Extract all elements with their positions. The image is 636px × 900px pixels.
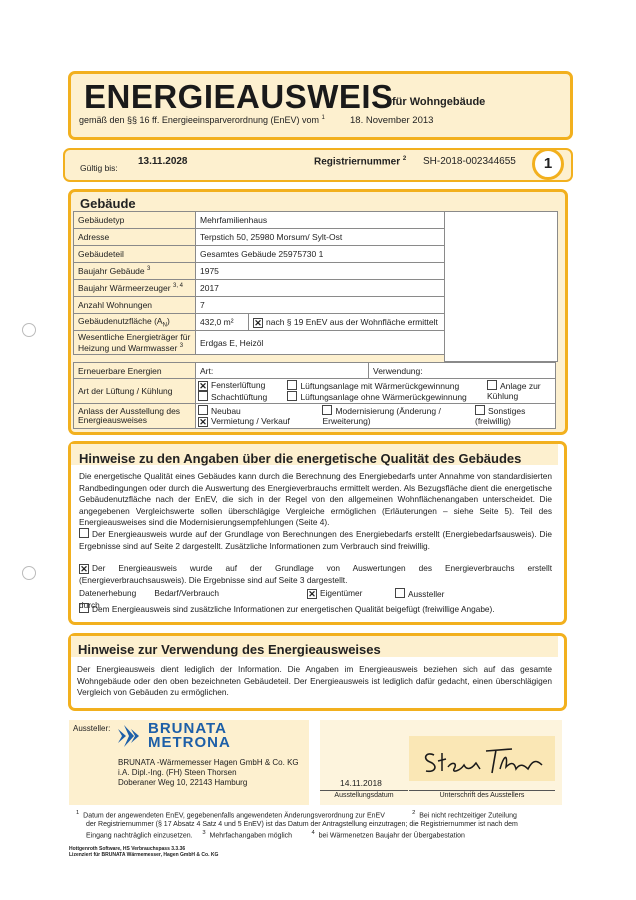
valid-until-label: Gültig bis: <box>80 163 118 173</box>
checked-checkbox-icon[interactable]: ✕ <box>308 589 316 599</box>
footnote-1: $^1$ Datum der angewendeten EnEV, gegebenenfalls angewendeten Änderungsverordnung zur EnEV $^2$ Bei nicht rechtzeitiger Zuteilung <box>76 810 517 820</box>
footnote-2-end: Eingang nachträglich einzusetzen. <box>86 832 193 840</box>
building-part-label: Gebäudeteil <box>74 246 196 263</box>
brunata-logo-icon <box>118 725 140 747</box>
address-value: Terpstich 50, 25980 Morsum/ Sylt-Ost <box>196 229 445 246</box>
issuer-company: BRUNATA -Wärmemesser Hagen GmbH & Co. KG <box>118 758 299 767</box>
building-part-value: Gesamtes Gebäude 25975730 1 <box>196 246 445 263</box>
page-number-badge: 1 <box>532 148 564 180</box>
hints-option-consumption-text: Der Energieausweis wurde auf der Grundlage von Auswertungen des Energieverbrauchs erstellt (Energieverbrauchsausweis). Die Ergebnisse sind auf Seite 3 dargestellt. <box>79 563 552 585</box>
footnote-1-text: Datum der angewendeten EnEV, gegebenenfalls angewendeten Änderungsverordnung zur EnEV <box>83 812 385 820</box>
data-collection-issuer-text: Aussteller <box>408 589 445 599</box>
renewable-type: Art: <box>196 363 369 379</box>
vent-option-with-recovery-text: Lüftungsanlage mit Wärmerückgewinnung <box>300 381 460 391</box>
renewable-energy-label: Erneuerbare Energien <box>74 363 196 379</box>
checkbox-icon[interactable] <box>475 405 485 415</box>
reason-modernisation-text: Modernisierung (Änderung / Erweiterung) <box>322 406 441 426</box>
issuer-address: Doberaner Weg 10, 22143 Hamburg <box>118 778 248 787</box>
issue-date: 14.11.2018 <box>340 778 382 788</box>
footnote-3-text: Mehrfachangaben möglich <box>209 832 293 840</box>
renewable-use: Verwendung: <box>369 363 556 379</box>
issuance-reason-label: Anlass der Ausstellung des Energieausweises <box>74 404 196 429</box>
hints-option-demand-text: Der Energieausweis wurde auf der Grundlage von Berechnungen des Energiebedarfs erstellt (Energiebedarfsausweis). Die Ergebnisse sind auf Seite 2 dargestellt. Zusätzliche Informationen zum Verbrauch sind freiwillig. <box>79 529 552 551</box>
heat-generator-year-value: 2017 <box>196 280 445 297</box>
reason-rent-sale <box>198 416 290 427</box>
footnote-3-4: Eingang nachträglich einzusetzen. $^3$ Mehrfachangaben möglich $^4$ bei Wärmenetzen Baujahr der Übergabestation <box>86 830 465 840</box>
punch-hole-mark <box>22 323 36 337</box>
vent-option-with-recovery <box>287 380 466 391</box>
energy-carrier-label <box>74 331 196 355</box>
checked-checkbox-icon[interactable]: ✕ <box>199 417 207 427</box>
footnote-2-continued: der Registriernummer (§ 17 Absatz 4 Satz 4 und 5 EnEV) ist das Datum der Antragstellung einzutragen; die Registriernummer ist nach dem <box>86 821 518 829</box>
page-title: ENERGIEAUSWEIS <box>84 78 394 115</box>
checkbox-icon[interactable] <box>395 588 405 598</box>
building-type-value: Mehrfamilienhaus <box>196 212 445 229</box>
valid-until-date: 13.11.2028 <box>138 156 188 167</box>
reason-modernisation <box>322 405 442 427</box>
vent-option-window-text: Fensterlüftung <box>211 380 266 390</box>
usable-area-label-text: Gebäudenutzfläche (A <box>78 315 163 326</box>
address-label: Adresse <box>74 229 196 246</box>
legal-text: gemäß den §§ 16 ff. Energieeinsparverordnung (EnEV) vom <box>79 115 319 125</box>
checkbox-icon[interactable] <box>287 380 297 390</box>
footnotes <box>76 809 566 841</box>
energy-carrier-label-text: Wesentliche Energieträger für Heizung und Warmwasser <box>78 331 191 353</box>
usage-section-title: Hinweise zur Verwendung des Energieausweises <box>78 642 381 657</box>
registration-label <box>314 156 406 167</box>
ventilation-options <box>196 379 556 404</box>
signature-label: Unterschrift des Ausstellers <box>409 790 555 799</box>
software-credit-line-2: Lizenziert für BRUNATA Wärmemesser, Hagen GmbH & Co. KG <box>69 852 219 858</box>
footnote-4-text: bei Wärmenetzen Baujahr der Übergabestation <box>318 832 465 840</box>
checked-checkbox-icon[interactable]: ✕ <box>199 381 207 391</box>
legal-reference <box>79 115 325 125</box>
checkbox-icon[interactable] <box>487 380 497 390</box>
logo-line-2: METRONA <box>148 734 231 751</box>
data-collection-owner <box>307 588 362 600</box>
hints-option-consumption <box>79 563 552 586</box>
punch-hole-mark <box>22 566 36 580</box>
reason-other-text: Sonstiges (freiwillig) <box>474 406 526 426</box>
registration-label-text: Registriernummer <box>314 156 401 168</box>
usable-area-subscript: N <box>162 322 167 329</box>
apartments-label: Anzahl Wohnungen <box>74 297 196 314</box>
data-collection-issuer <box>395 588 444 601</box>
checkbox-icon[interactable] <box>287 391 297 401</box>
additional-info-text: Dem Energieausweis sind zusätzliche Informationen zur energetischen Qualität beigefügt (freiwillige Angabe). <box>92 604 495 614</box>
software-credit-line-1: Hottgenroth Software, HS Verbrauchspass 3.3.36 <box>69 846 186 852</box>
vent-option-shaft <box>198 391 267 402</box>
construction-year-label-text: Baujahr Gebäude <box>78 266 145 276</box>
hints-intro-paragraph: Die energetische Qualität eines Gebäudes kann durch die Berechnung des Energiebedarfs unter Annahme von standardisierten Randbedingungen oder durch die Auswertung des Energieverbrauchs ermittelt werden. Als Bezugsfläche dient die energetische Gebäudenutzfläche nach der EnEV, die sich in der Regel von den allgemeinen Wohnflächenangaben unterscheidet. Die angegebenen Vergleichswerte sollen überschlägige Vergleiche ermöglichen (Erläuterungen – siehe Seite 5). Teil des Energieausweises sind die Modernisierungsempfehlungen (Seite 4). <box>79 471 552 527</box>
software-credit <box>69 846 218 858</box>
logo-line-1: BRUNATA <box>148 720 227 737</box>
energy-carrier-value: Erdgas E, Heizöl <box>196 331 445 355</box>
usable-area-label-end: ) <box>166 315 170 326</box>
brunata-logo-text <box>148 722 231 750</box>
hints-option-demand <box>79 528 552 552</box>
building-table-lower <box>73 362 556 429</box>
checked-checkbox-icon[interactable]: ✕ <box>80 564 88 574</box>
checkbox-icon[interactable] <box>322 405 332 415</box>
usable-area-value: 432,0 m² <box>196 314 249 331</box>
usable-area-label <box>74 314 196 331</box>
usable-area-method-text: nach § 19 EnEV aus der Wohnfläche ermittelt <box>266 316 438 327</box>
data-collection-label: Datenerhebung Bedarf/Verbrauch durch <box>79 588 219 610</box>
issue-date-label: Ausstellungsdatum <box>320 790 408 799</box>
checkbox-icon[interactable] <box>79 603 89 613</box>
footnote-ref: 3 <box>147 266 151 273</box>
footnote-2-text: Bei nicht rechtzeitiger Zuteilung <box>419 812 517 820</box>
issuer-person: i.A. Dipl.-Ing. (FH) Steen Thorsen <box>118 768 237 777</box>
building-type-label: Gebäudetyp <box>74 212 196 229</box>
building-photo-placeholder <box>444 211 558 362</box>
reason-other <box>475 405 553 427</box>
ventilation-label: Art der Lüftung / Kühlung <box>74 379 196 404</box>
usage-paragraph: Der Energieausweis dient lediglich der Information. Die Angaben im Energieausweis beziehen sich auf das gesamte Wohngebäude oder den oben bezeichneten Gebäudeteil. Der Energieausweis ist lediglich dafür gedacht, einen überschlägigen Vergleich von Gebäuden zu ermöglichen. <box>77 664 552 697</box>
issuance-reason-options <box>196 404 556 429</box>
hints-section-title: Hinweise zu den Angaben über die energetische Qualität des Gebäudes <box>79 451 522 466</box>
vent-option-cooling <box>487 380 553 402</box>
vent-option-cooling-text: Anlage zur Kühlung <box>486 381 541 401</box>
building-section-title: Gebäude <box>80 196 136 211</box>
reason-new-building <box>198 405 290 416</box>
checkbox-icon[interactable] <box>198 405 208 415</box>
building-table <box>73 211 445 355</box>
reason-new-building-text: Neubau <box>211 406 241 416</box>
additional-info-option <box>79 603 552 616</box>
vent-option-without-recovery-text: Lüftungsanlage ohne Wärmerückgewinnung <box>300 392 467 402</box>
heat-generator-year-label-text: Baujahr Wärmeerzeuger <box>78 283 171 293</box>
page-subtitle: für Wohngebäude <box>392 96 486 108</box>
vent-option-shaft-text: Schachtlüftung <box>211 392 268 402</box>
usable-area-method <box>249 314 445 331</box>
handwritten-signature <box>420 743 545 783</box>
footnote-ref: 3 <box>179 342 184 349</box>
vent-option-without-recovery <box>287 391 466 402</box>
footnote-ref: 3, 4 <box>172 283 183 290</box>
apartments-value: 7 <box>196 297 445 314</box>
data-collection-owner-text: Eigentümer <box>320 588 363 598</box>
issuer-label: Aussteller: <box>73 724 111 733</box>
checked-checkbox-icon[interactable]: ✕ <box>254 317 262 328</box>
checkbox-icon[interactable] <box>79 528 89 538</box>
registration-footnote-ref: 2 <box>402 156 407 162</box>
construction-year-value: 1975 <box>196 263 445 280</box>
issuer-address-block <box>118 758 299 788</box>
construction-year-label <box>74 263 196 280</box>
legal-footnote-ref: 1 <box>321 115 325 121</box>
vent-option-window <box>198 380 267 391</box>
registration-number: SH-2018-002344655 <box>423 156 516 167</box>
legal-date: 18. November 2013 <box>350 115 434 126</box>
checkbox-icon[interactable] <box>198 391 208 401</box>
reason-rent-sale-text: Vermietung / Verkauf <box>211 416 290 426</box>
heat-generator-year-label <box>74 280 196 297</box>
